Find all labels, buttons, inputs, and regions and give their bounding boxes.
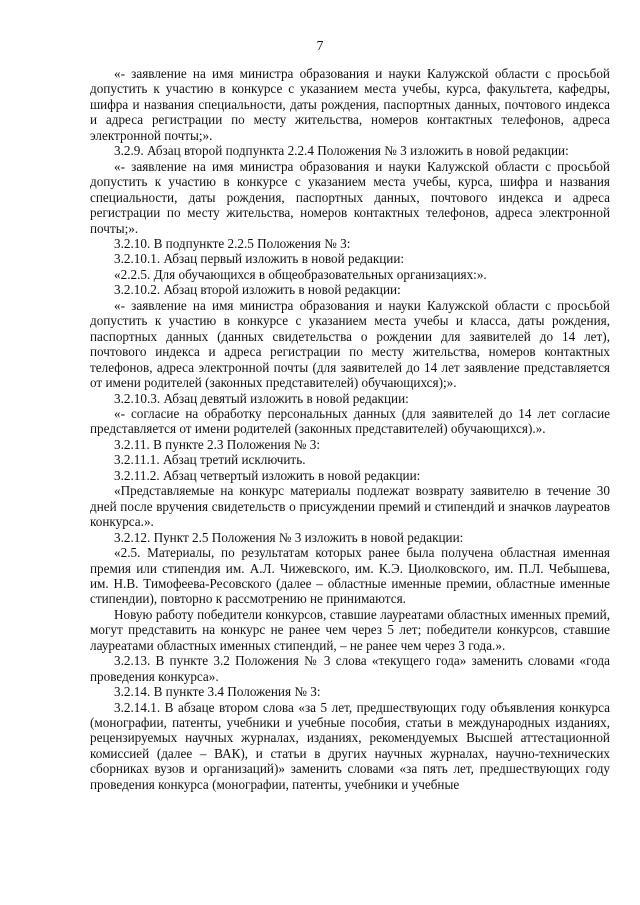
quoted-paragraph: «- заявление на имя министра образования и науки Калужской области с просьбой допустить к участию в конкурсе с указанием места учебы и класса, даты рождения, паспортных данных (данных свидетельства о рождении для заявителей до 14 лет), почтового индекса и адреса регистрации по месту жительства, номеров контактных телефонов, адреса электронной почты (для заявителей до 14 лет заявление представляется от имени родителей (законных представителей) обучающихся);». xyxy=(90,297,610,391)
document-body xyxy=(90,66,610,792)
quoted-paragraph: «- согласие на обработку персональных данных (для заявителей до 14 лет согласие представляется от имени родителей (законных представителей) обучающихся).». xyxy=(90,405,610,437)
quoted-paragraph: «- заявление на имя министра образования и науки Калужской области с просьбой допустить к участию в конкурсе с указанием места учебы, курса, факультета, кафедры, шифра и названия специальности, даты рождения, паспортных данных, почтового индекса и адреса регистрации по месту жительства, номеров контактных телефонов, адреса электронной почты;». xyxy=(90,66,610,143)
clause-3-2-10-1: 3.2.10.1. Абзац первый изложить в новой редакции: xyxy=(114,251,405,267)
clause-3-2-10-3: 3.2.10.3. Абзац девятый изложить в новой редакции: xyxy=(114,390,409,406)
quoted-paragraph: «Представляемые на конкурс материалы подлежат возврату заявителю в течение 30 дней после вручения свидетельств о присуждении премий и стипендий и значков лауреатов конкурса.». xyxy=(90,483,610,530)
clause-3-2-14-1: 3.2.14.1. В абзаце втором слова «за 5 лет, предшествующих году объявления конкурса (монографии, патенты, учебники и учебные пособия, статьи в международных изданиях, рецензируемых научных журналах, изданиях, рекомендуемых Высшей аттестационной комиссией (далее – ВАК), и статьи в других научных журналах, научно-технических сборниках вузов и организаций)» заменить словами «за пять лет, предшествующих году проведения конкурса (монографии, патенты, учебники и учебные xyxy=(90,699,610,792)
clause-3-2-11: 3.2.11. В пункте 2.3 Положения № 3: xyxy=(114,436,320,452)
clause-3-2-11-2: 3.2.11.2. Абзац четвертый изложить в новой редакции: xyxy=(114,467,421,483)
quoted-paragraph: «- заявление на имя министра образования и науки Калужской области с просьбой допустить к участию в конкурсе с указанием места учебы, курса, шифра и названия специальности, даты рождения, паспортных данных, почтового индекса и адреса регистрации по месту жительства, номеров контактных телефонов, адреса электронной почты;». xyxy=(90,158,610,236)
clause-3-2-13: 3.2.13. В пункте 3.2 Положения № 3 слова «текущего года» заменить словами «года проведения конкурса». xyxy=(90,653,610,684)
clause-3-2-10-2: 3.2.10.2. Абзац второй изложить в новой редакции: xyxy=(114,282,401,298)
quoted-paragraph: «2.5. Материалы, по результатам которых ранее была получена областная именная премия или стипендия им. А.Л. Чижевского, им. К.Э. Циолковского, им. П.Л. Чебышева, им. Н.В. Тимофеева-Ресовского (далее – областные именные премии, областные именные стипендии), повторно к рассмотрению не принимаются. xyxy=(90,545,610,607)
clause-3-2-10: 3.2.10. В подпункте 2.2.5 Положения № 3: xyxy=(114,235,351,251)
clause-3-2-9: 3.2.9. Абзац второй подпункта 2.2.4 Положения № 3 изложить в новой редакции: xyxy=(114,143,569,159)
clause-3-2-14: 3.2.14. В пункте 3.4 Положения № 3: xyxy=(114,684,321,700)
quoted-paragraph: Новую работу победители конкурсов, ставшие лауреатами областных именных премий, могут представить на конкурс не ранее чем через 5 лет; победители конкурсов, ставшие лауреатами областных именных стипендий, – не ранее чем через 3 года.». xyxy=(90,606,610,653)
page-number: 7 xyxy=(316,38,324,53)
clause-3-2-12: 3.2.12. Пункт 2.5 Положения № 3 изложить в новой редакции: xyxy=(114,529,464,545)
quoted-paragraph: «2.2.5. Для обучающихся в общеобразовательных организациях:». xyxy=(114,266,487,282)
clause-3-2-11-1: 3.2.11.1. Абзац третий исключить. xyxy=(114,452,306,468)
